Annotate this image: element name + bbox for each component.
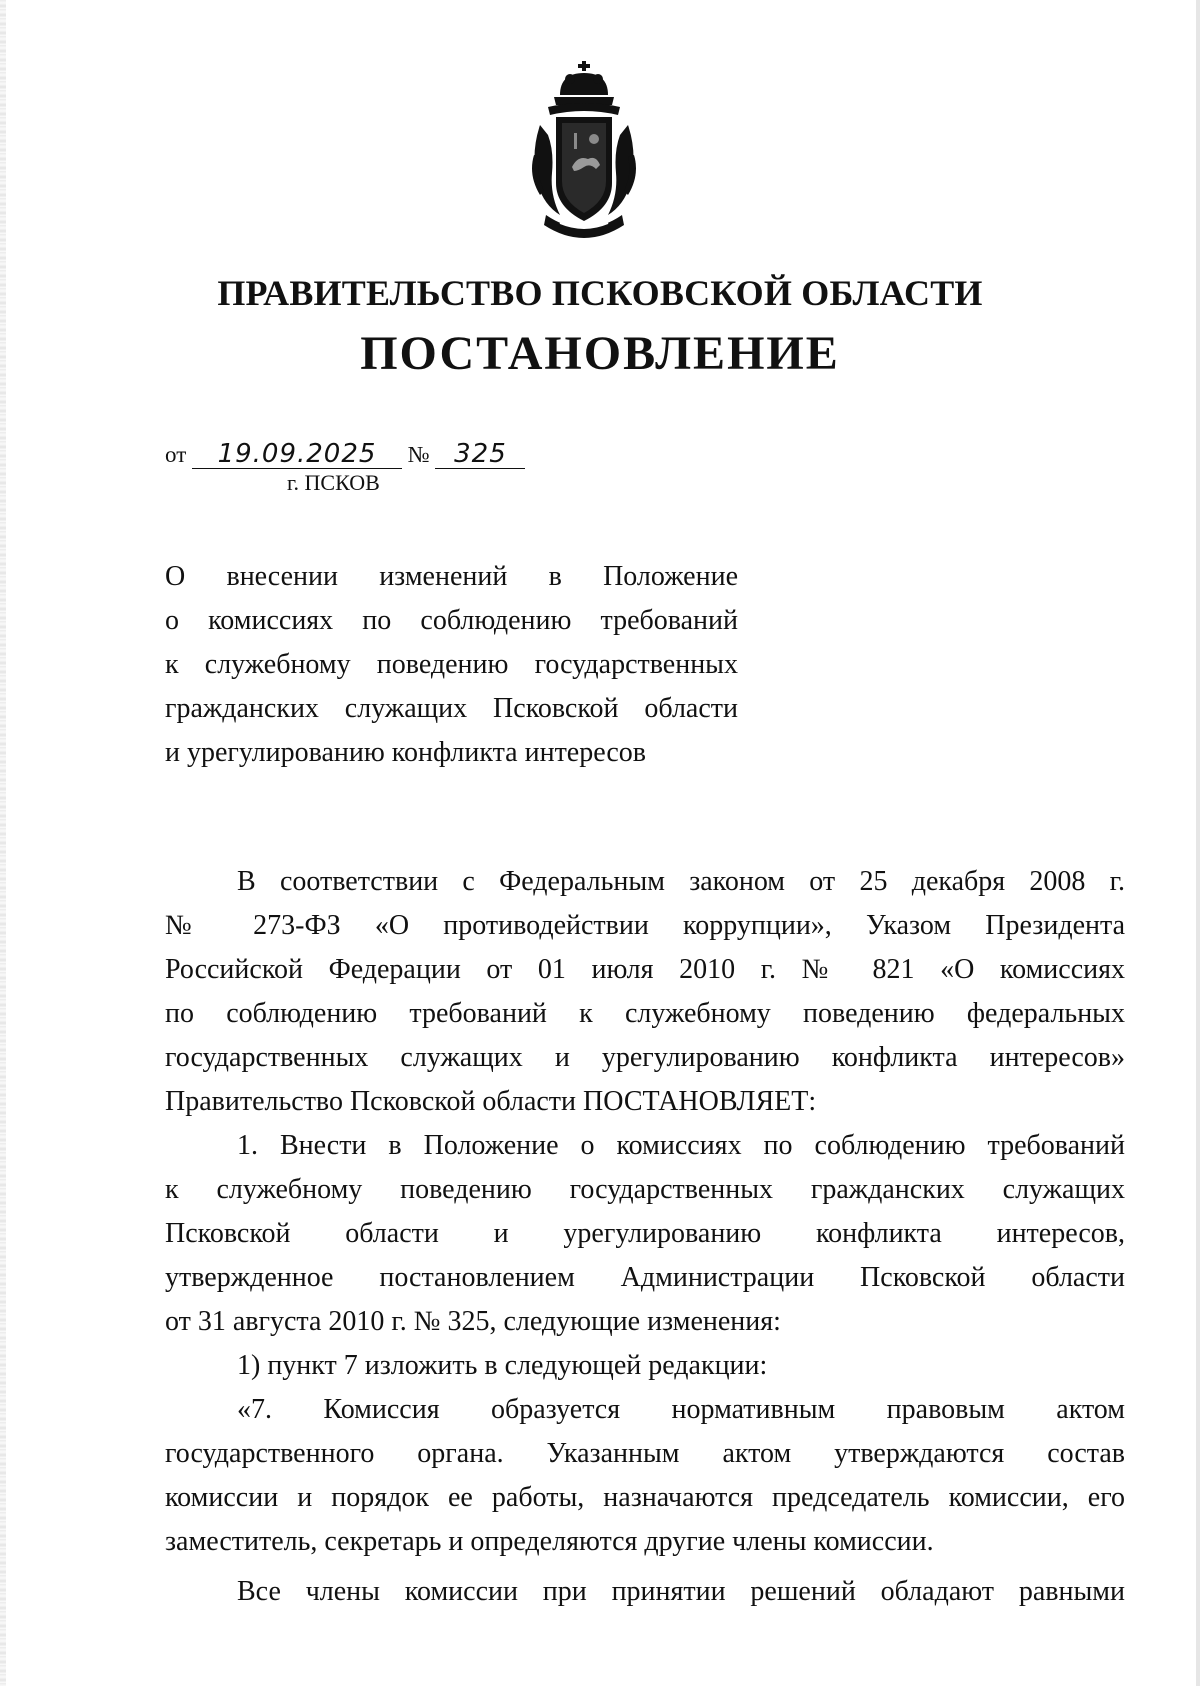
body-line: утвержденное постановлением Администрации Псковской области xyxy=(165,1262,1125,1293)
number-handwritten: 325 xyxy=(435,440,525,469)
body-line: от 31 августа 2010 г. № 325, следующие изменения: xyxy=(165,1306,781,1337)
scan-edge-right xyxy=(1196,0,1200,1686)
government-title: ПРАВИТЕЛЬСТВО ПСКОВСКОЙ ОБЛАСТИ xyxy=(217,273,983,313)
body-line: 1) пункт 7 изложить в следующей редакции: xyxy=(237,1350,768,1381)
number-prefix: № xyxy=(407,442,430,467)
document-body xyxy=(165,860,1125,1614)
subject-line: к служебному поведению государственных xyxy=(165,649,738,680)
body-line: заместитель, секретарь и определяются другие члены комиссии. xyxy=(165,1526,934,1557)
scan-edge-left xyxy=(0,0,6,1686)
date-prefix: от xyxy=(165,442,187,467)
body-line: Российской Федерации от 01 июля 2010 г. № 821 «О комиссиях xyxy=(165,954,1125,985)
subject-line: о комиссиях по соблюдению требований xyxy=(165,605,738,636)
body-line: государственного органа. Указанным актом утверждаются состав xyxy=(165,1438,1125,1469)
body-line: «7. Комиссия образуется нормативным правовым актом xyxy=(237,1394,1125,1425)
date-number-line xyxy=(165,440,525,469)
subject-line: и урегулированию конфликта интересов xyxy=(165,737,647,768)
document-subject xyxy=(165,555,738,775)
subject-line: О внесении изменений в Положение xyxy=(165,561,738,592)
body-line: комиссии и порядок ее работы, назначаются председатель комиссии, его xyxy=(165,1482,1125,1513)
body-line: В соответствии с Федеральным законом от 25 декабря 2008 г. xyxy=(237,866,1125,897)
body-line: 1. Внести в Положение о комиссиях по соблюдению требований xyxy=(237,1130,1125,1161)
body-line: Все члены комиссии при принятии решений обладают равными xyxy=(237,1576,1125,1607)
date-handwritten: 19.09.2025 xyxy=(192,440,402,469)
subject-line: гражданских служащих Псковской области xyxy=(165,693,738,724)
document-type-title: ПОСТАНОВЛЕНИЕ xyxy=(360,327,840,380)
pskov-coat-of-arms-icon xyxy=(530,55,670,245)
body-line: Правительство Псковской области ПОСТАНОВЛЯЕТ: xyxy=(165,1086,817,1117)
body-line: Псковской области и урегулированию конфликта интересов, xyxy=(165,1218,1125,1249)
body-line: государственных служащих и урегулированию конфликта интересов» xyxy=(165,1042,1125,1073)
body-line: по соблюдению требований к служебному поведению федеральных xyxy=(165,998,1125,1029)
body-line: к служебному поведению государственных гражданских служащих xyxy=(165,1174,1125,1205)
city-label: г. ПСКОВ xyxy=(287,470,380,495)
body-line: № 273-ФЗ «О противодействии коррупции», Указом Президента xyxy=(165,910,1125,941)
